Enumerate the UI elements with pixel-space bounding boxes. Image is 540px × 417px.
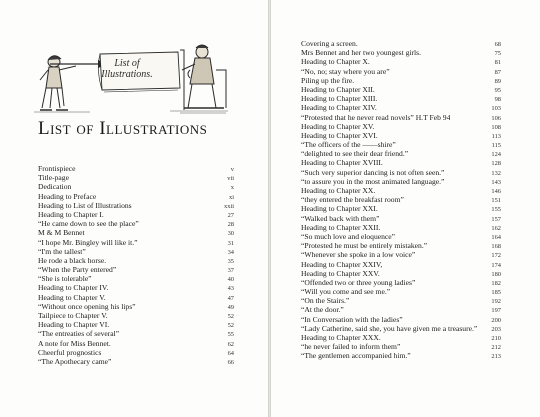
- entry-page-number: 27: [227, 211, 234, 219]
- entry-page-number: 55: [227, 331, 234, 339]
- entry-page-number: 197: [491, 307, 501, 315]
- list-item: [301, 232, 501, 241]
- entry-page-number: 143: [491, 178, 501, 186]
- entry-label: Heading to Chapter X.: [301, 57, 370, 67]
- list-item: [301, 195, 501, 204]
- entry-label: “The entreaties of several”: [38, 329, 120, 339]
- list-item: [301, 351, 501, 360]
- entry-page-number: 31: [227, 239, 234, 247]
- entry-page-number: 128: [491, 160, 501, 168]
- entry-page-number: 40: [227, 276, 234, 284]
- entry-page-number: 203: [491, 325, 501, 333]
- entry-label: Heading to Chapter XVI.: [301, 130, 378, 140]
- list-item: [301, 39, 501, 48]
- list-item: [38, 348, 234, 357]
- entry-label: Heading to Chapter XXIV,: [301, 259, 383, 269]
- entry-page-number: 151: [491, 197, 501, 205]
- list-item: [38, 320, 234, 329]
- entry-label: “On the Stairs.”: [301, 296, 350, 306]
- entry-label: “Without once opening his lips”: [38, 301, 136, 311]
- entry-page-number: 37: [227, 267, 234, 275]
- banner-line-1: List of: [114, 58, 140, 69]
- entry-label: Heading to Chapter IV.: [38, 283, 109, 293]
- entry-page-number: 34: [227, 248, 234, 256]
- list-item: [301, 48, 501, 57]
- entry-label: “The Apothecary came”: [38, 356, 112, 366]
- entry-page-number: v: [230, 166, 234, 173]
- entry-page-number: 113: [491, 132, 501, 140]
- list-item: [38, 210, 234, 219]
- list-item: [301, 260, 501, 269]
- illustration-list-right: [301, 39, 501, 361]
- list-item: [38, 173, 234, 182]
- entry-page-number: 162: [491, 224, 501, 232]
- entry-label: “He came down to see the place”: [38, 219, 139, 229]
- list-item: [301, 76, 501, 85]
- entry-page-number: 124: [491, 151, 501, 159]
- list-item: [301, 94, 501, 103]
- entry-label: Cheerful prognostics: [38, 347, 102, 357]
- entry-label: Covering a screen.: [301, 39, 358, 48]
- list-item: [38, 219, 234, 228]
- list-item: [38, 192, 234, 201]
- entry-page-number: 212: [491, 344, 501, 352]
- entry-page-number: 98: [494, 96, 501, 104]
- entry-page-number: x: [230, 184, 234, 192]
- entry-label: “Offended two or three young ladies”: [301, 277, 416, 287]
- list-item: [38, 265, 234, 274]
- illustration-list-left: [38, 164, 234, 366]
- entry-page-number: 182: [491, 279, 501, 287]
- entry-page-number: 95: [494, 86, 501, 94]
- list-item: [38, 247, 234, 256]
- entry-label: Heading to Chapter V.: [38, 292, 106, 302]
- list-item: [38, 302, 234, 311]
- entry-label: “When the Party entered”: [38, 265, 117, 275]
- entry-page-number: 68: [494, 41, 501, 48]
- entry-page-number: 172: [491, 252, 501, 260]
- entry-page-number: 108: [491, 123, 501, 131]
- list-item: [301, 85, 501, 94]
- entry-label: “Protested he must be entirely mistaken.”: [301, 241, 428, 251]
- list-item: [301, 315, 501, 324]
- list-item: [38, 238, 234, 247]
- entry-label: Heading to Chapter XXX.: [301, 333, 381, 342]
- list-item: [301, 305, 501, 314]
- entry-label: Piling up the fire.: [301, 75, 355, 85]
- list-item: [301, 103, 501, 112]
- list-item: [301, 122, 501, 131]
- list-item: [301, 204, 501, 213]
- entry-page-number: 200: [491, 316, 501, 324]
- entry-page-number: 28: [227, 221, 234, 229]
- entry-page-number: 81: [494, 59, 501, 67]
- list-item: [38, 256, 234, 265]
- entry-label: “Whenever she spoke in a low voice”: [301, 250, 416, 260]
- list-item: [38, 228, 234, 237]
- entry-label: “they entered the breakfast room”: [301, 195, 404, 205]
- entry-label: Heading to Chapter XV.: [301, 121, 375, 131]
- entry-page-number: 49: [227, 303, 234, 311]
- entry-label: Heading to List of Illustrations: [38, 200, 132, 210]
- list-item: [301, 333, 501, 342]
- entry-page-number: 87: [494, 68, 501, 76]
- entry-page-number: 106: [491, 114, 501, 122]
- list-item: [38, 293, 234, 302]
- entry-label: “Such very superior dancing is not often seen.”: [301, 167, 445, 177]
- entry-label: Heading to Chapter XX.: [301, 186, 376, 195]
- banner-line-2: Illustrations.: [101, 69, 153, 80]
- entry-label: “Walked back with them”: [301, 213, 380, 223]
- entry-label: “Protested that he never read novels” H.T Feb 94: [301, 112, 451, 122]
- entry-label: “I'm the tallest”: [38, 246, 86, 256]
- list-item: [301, 324, 501, 333]
- list-item: [301, 168, 501, 177]
- right-page: [271, 0, 540, 417]
- entry-label: “I hope Mr. Bingley will like it.”: [38, 237, 138, 247]
- left-page: [0, 0, 268, 417]
- list-item: [38, 329, 234, 338]
- entry-page-number: 132: [491, 169, 501, 177]
- list-item: [301, 269, 501, 278]
- entry-page-number: vii: [227, 175, 234, 183]
- entry-label: Heading to Chapter XXV.: [301, 268, 380, 278]
- entry-label: Heading to Preface: [38, 191, 97, 201]
- entry-page-number: 47: [227, 294, 234, 302]
- list-item: [301, 296, 501, 305]
- list-item: [301, 278, 501, 287]
- list-item: [38, 283, 234, 292]
- list-item: [301, 250, 501, 259]
- entry-page-number: 35: [227, 257, 234, 265]
- entry-label: Frontispiece: [38, 164, 76, 173]
- list-item: [301, 177, 501, 186]
- list-item: [301, 67, 501, 76]
- entry-label: Title-page: [38, 173, 69, 183]
- entry-page-number: 30: [227, 230, 234, 238]
- entry-page-number: 115: [491, 142, 501, 150]
- entry-page-number: 43: [227, 285, 234, 293]
- entry-label: Heading to Chapter VI.: [38, 320, 110, 330]
- entry-page-number: xi: [229, 193, 234, 201]
- list-item: [301, 131, 501, 140]
- list-item: [301, 113, 501, 122]
- entry-page-number: 155: [491, 206, 501, 214]
- entry-label: “Lady Catherine, said she, you have given me a treasure.”: [301, 323, 478, 333]
- entry-label: Heading to Chapter XXII.: [301, 222, 381, 232]
- list-item: [301, 342, 501, 351]
- list-item: [301, 186, 501, 195]
- entry-page-number: 146: [491, 188, 501, 195]
- entry-label: A note for Miss Bennet.: [38, 338, 111, 348]
- entry-page-number: 103: [491, 105, 501, 113]
- entry-page-number: 52: [227, 313, 234, 320]
- entry-page-number: 64: [227, 349, 234, 357]
- entry-label: M & M Bennet: [38, 228, 85, 238]
- entry-label: Heading to Chapter XII.: [301, 84, 375, 94]
- entry-label: Heading to Chapter XIV.: [301, 103, 377, 113]
- list-item: [38, 274, 234, 283]
- entry-label: Tailpiece to Chapter V.: [38, 311, 108, 320]
- entry-label: “to assure you in the most animated language.”: [301, 176, 445, 186]
- entry-label: Heading to Chapter XVIII.: [301, 158, 383, 168]
- list-item: [301, 287, 501, 296]
- entry-label: “Will you come and see me.”: [301, 287, 391, 297]
- entry-page-number: 180: [491, 270, 501, 278]
- entry-label: “he never failed to inform them”: [301, 342, 401, 352]
- list-item: [38, 339, 234, 348]
- entry-label: “At the door.”: [301, 305, 344, 315]
- entry-label: “delighted to see their dear friend.”: [301, 149, 409, 159]
- list-item: [38, 357, 234, 366]
- entry-label: He rode a black horse.: [38, 255, 107, 265]
- entry-label: Heading to Chapter XXI.: [301, 204, 378, 214]
- entry-page-number: 210: [491, 335, 501, 342]
- list-item: [301, 158, 501, 167]
- entry-page-number: 62: [227, 340, 234, 348]
- banner-text: [98, 58, 156, 80]
- list-item: [301, 149, 501, 158]
- entry-label: “No, no; stay where you are”: [301, 66, 390, 76]
- entry-label: Mrs Bennet and her two youngest girls.: [301, 48, 422, 58]
- entry-page-number: 168: [491, 243, 501, 251]
- entry-page-number: 174: [491, 261, 501, 269]
- entry-page-number: 66: [227, 358, 234, 366]
- entry-label: “She is tolerable”: [38, 274, 92, 284]
- page-title: List of Illustrations: [38, 118, 208, 139]
- entry-label: Heading to Chapter I.: [38, 209, 104, 219]
- entry-page-number: 192: [491, 298, 501, 306]
- list-item: [301, 214, 501, 223]
- entry-page-number: 75: [494, 50, 501, 58]
- entry-page-number: 164: [491, 233, 501, 241]
- list-item: [301, 241, 501, 250]
- list-item: [38, 201, 234, 210]
- entry-page-number: 213: [491, 353, 501, 361]
- list-item: [38, 182, 234, 191]
- entry-page-number: 157: [491, 215, 501, 223]
- entry-page-number: 89: [494, 77, 501, 85]
- entry-page-number: 185: [491, 289, 501, 297]
- entry-label: “So much love and eloquence”: [301, 231, 396, 241]
- list-item: [301, 140, 501, 149]
- entry-page-number: 52: [227, 322, 234, 330]
- entry-label: Dedication: [38, 182, 72, 192]
- entry-page-number: xxii: [224, 202, 234, 210]
- entry-label: “In Conversation with the ladies”: [301, 314, 403, 324]
- list-item: [301, 57, 501, 66]
- list-item: [38, 311, 234, 320]
- list-item: [301, 223, 501, 232]
- entry-label: “The officers of the ——shire”: [301, 140, 396, 150]
- list-item: [38, 164, 234, 173]
- entry-label: Heading to Chapter XIII.: [301, 94, 378, 104]
- entry-label: “The gentlemen accompanied him.”: [301, 351, 411, 361]
